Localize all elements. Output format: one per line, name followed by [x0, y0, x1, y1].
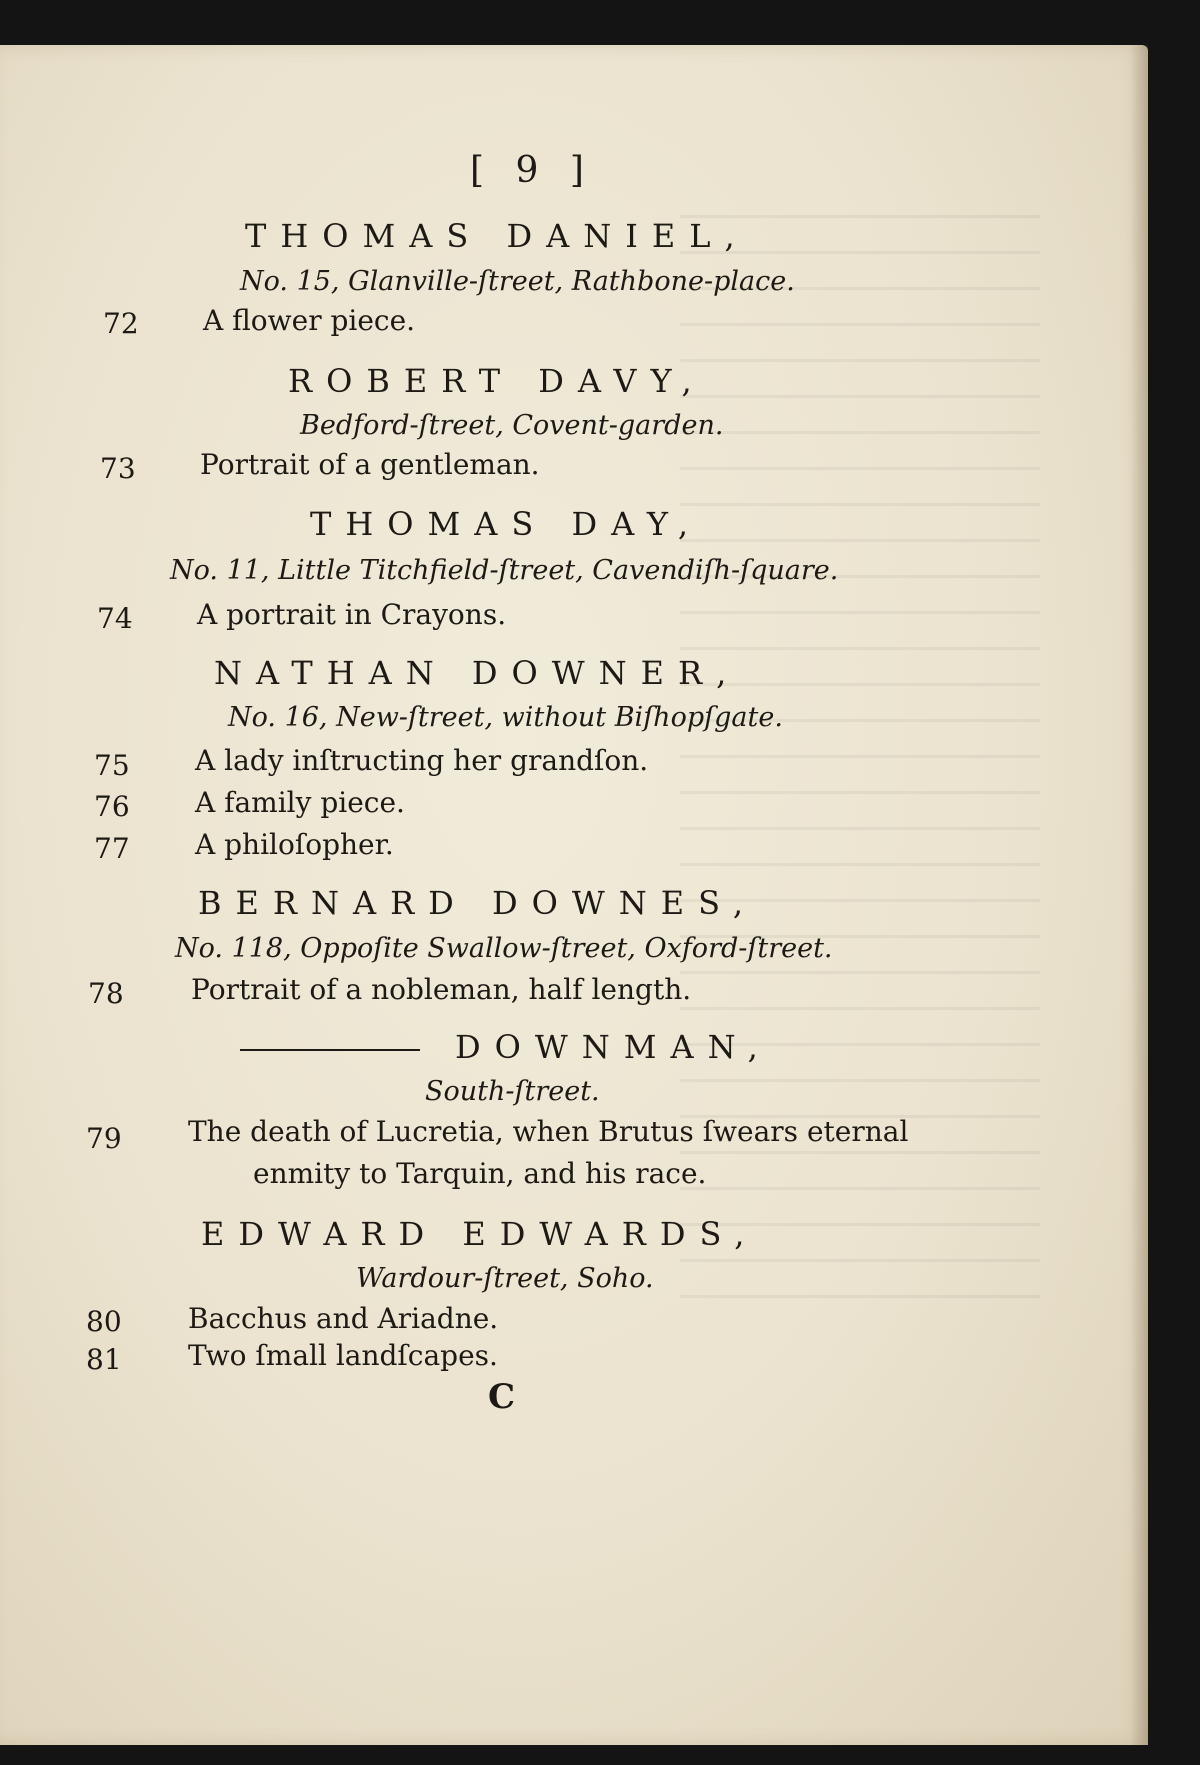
- work-title: A lady inſtructing her grandſon.: [195, 744, 649, 777]
- work-title: The death of Lucretia, when Brutus ſwears eternal: [188, 1115, 909, 1148]
- work-title: A philoſopher.: [195, 828, 394, 861]
- artist-name: EDWARD EDWARDS,: [201, 1215, 759, 1253]
- artist-name: THOMAS DANIEL,: [245, 217, 749, 255]
- book-page: [0, 45, 1148, 1745]
- catalogue-number: 80: [86, 1305, 122, 1338]
- work-title-continuation: enmity to Tarquin, and his race.: [253, 1157, 707, 1190]
- work-title: Portrait of a nobleman, half length.: [191, 973, 692, 1006]
- catalogue-number: 74: [97, 602, 133, 635]
- artist-name: DOWNMAN,: [455, 1028, 772, 1066]
- catalogue-number: 75: [94, 749, 130, 782]
- artist-name: BERNARD DOWNES,: [198, 884, 758, 922]
- show-through-texture: [680, 215, 1040, 1315]
- artist-address: Wardour-ſtreet, Soho.: [356, 1263, 654, 1294]
- artist-name: NATHAN DOWNER,: [214, 654, 741, 692]
- catalogue-number: 73: [100, 452, 136, 485]
- artist-address: No. 16, New-ſtreet, without Biſhopſgate.: [228, 702, 783, 733]
- work-title: Portrait of a gentleman.: [200, 448, 540, 481]
- catalogue-number: 76: [94, 790, 130, 823]
- page-edge-shadow: [1130, 45, 1148, 1745]
- work-title: Two ſmall landſcapes.: [188, 1339, 498, 1372]
- artist-address: No. 15, Glanville-ſtreet, Rathbone-place.: [240, 266, 795, 297]
- catalogue-number: 78: [88, 977, 124, 1010]
- work-title: A portrait in Crayons.: [197, 598, 507, 631]
- artist-name: THOMAS DAY,: [310, 505, 703, 543]
- work-title: A family piece.: [195, 786, 405, 819]
- catalogue-number: 77: [94, 832, 130, 865]
- artist-address: No. 11, Little Titchfield-ſtreet, Cavendiſh-ſquare.: [170, 555, 839, 586]
- catalogue-number: 81: [86, 1343, 122, 1376]
- artist-address: South-ſtreet.: [425, 1076, 600, 1107]
- page-number: [ 9 ]: [470, 150, 594, 191]
- omitted-forename-rule: [240, 1049, 420, 1051]
- signature-mark: C: [488, 1377, 516, 1417]
- catalogue-number: 79: [86, 1122, 122, 1155]
- catalogue-number: 72: [103, 307, 139, 340]
- artist-name: ROBERT DAVY,: [288, 362, 706, 400]
- work-title: Bacchus and Ariadne.: [188, 1302, 499, 1335]
- artist-address: Bedford-ſtreet, Covent-garden.: [300, 410, 724, 441]
- artist-address: No. 118, Oppoſite Swallow-ſtreet, Oxford-ſtreet.: [175, 933, 833, 964]
- work-title: A flower piece.: [203, 304, 416, 337]
